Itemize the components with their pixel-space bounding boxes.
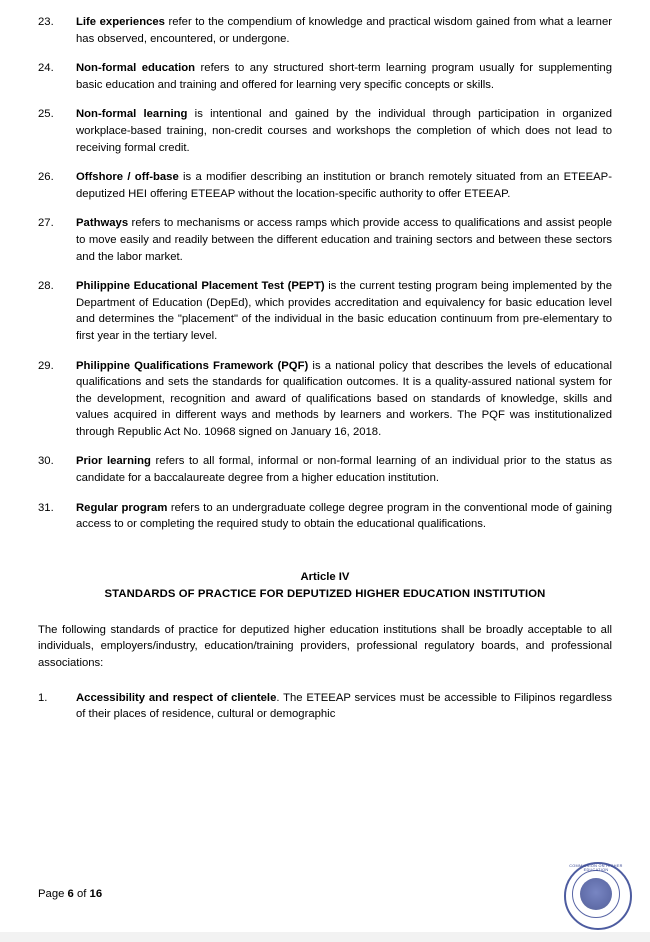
definitions-list bbox=[38, 0, 612, 533]
page-footer bbox=[38, 888, 102, 900]
list-item bbox=[38, 453, 612, 486]
defined-term: Philippine Educational Placement Test (PEPT) bbox=[76, 280, 325, 293]
list-item bbox=[38, 60, 612, 93]
definition-body: is a national policy that describes the levels of educational qualifications and sets the standards for qualification outcomes. It is a quality-assured national system for the development, recognition and award of qualifications based on standards of knowledge, skills and values acquired in different ways and methods by learners and workers. The PQF was institutionalized through Republic Act No. 10968 signed on January 16, 2018. bbox=[76, 359, 612, 438]
item-text bbox=[76, 690, 612, 723]
intro-paragraph: The following standards of practice for deputized higher education institutions shall be broadly acceptable to all individuals, employers/industry, education/training providers, professional regulatory boards, and professional associations: bbox=[38, 623, 612, 670]
item-number: 30. bbox=[38, 455, 54, 468]
list-item bbox=[38, 500, 612, 533]
item-number: 24. bbox=[38, 62, 54, 75]
item-number: 29. bbox=[38, 359, 54, 372]
defined-term: Non-formal education bbox=[76, 62, 196, 75]
defined-term: Philippine Qualifications Framework (PQF) bbox=[76, 359, 309, 372]
defined-term: Prior learning bbox=[76, 455, 151, 468]
definition-body: refers to mechanisms or access ramps which provide access to qualifications and assist people to move easily and readily between the different education and training sectors and between these sectors and the labor market. bbox=[76, 217, 612, 263]
item-text bbox=[76, 278, 612, 344]
article-heading bbox=[38, 569, 612, 603]
item-number: 26. bbox=[38, 171, 54, 184]
definition-body: refers to an undergraduate college degree program in the conventional mode of gaining access to or completing the required study to obtain the educational qualifications. bbox=[76, 501, 612, 531]
item-text bbox=[76, 453, 612, 486]
item-number: 27. bbox=[38, 217, 54, 230]
item-text bbox=[76, 60, 612, 93]
item-number: 1. bbox=[38, 691, 48, 704]
item-number: 23. bbox=[38, 16, 54, 28]
footer-total-pages: 16 bbox=[89, 888, 103, 900]
footer-middle: of bbox=[73, 888, 90, 900]
definition-body: refer to the compendium of knowledge and practical wisdom gained from what a learner has observed, encountered, or undergone. bbox=[76, 16, 612, 45]
defined-term: Non-formal learning bbox=[76, 108, 188, 121]
definition-body: refers to all formal, informal or non-formal learning of an individual prior to the status as candidate for a baccalaureate degree from a higher education institution. bbox=[76, 455, 612, 485]
item-text bbox=[76, 500, 612, 533]
defined-term: Life experiences bbox=[76, 16, 165, 28]
seal-core bbox=[580, 878, 612, 910]
ched-seal-icon bbox=[564, 862, 630, 928]
list-item bbox=[38, 106, 612, 156]
item-text bbox=[76, 169, 612, 202]
defined-term: Regular program bbox=[76, 501, 168, 514]
list-item bbox=[38, 215, 612, 265]
item-text bbox=[76, 215, 612, 265]
standard-body: . The ETEEAP services must be accessible to Filipinos regardless of their places of residence, cultural or demographic bbox=[76, 691, 613, 721]
item-number: 25. bbox=[38, 108, 54, 121]
definition-body: is intentional and gained by the individual through participation in organized workplace-based training, non-credit courses and workshops the completion of which does not lead to receiving formal credit. bbox=[76, 108, 612, 154]
article-label: Article IV bbox=[300, 570, 350, 583]
definition-body: is the current testing program being implemented by the Department of Education (DepEd), which provides accreditation and equivalency for basic education level and determines the "placement" of the individual in the basic education continuum from pre-elementary to first year in the tertiary level. bbox=[76, 280, 612, 342]
standard-term: Accessibility and respect of clientele bbox=[76, 691, 277, 704]
defined-term: Offshore / off-base bbox=[76, 171, 179, 184]
footer-page-number: 6 bbox=[67, 888, 74, 900]
list-item bbox=[38, 14, 612, 47]
item-text bbox=[76, 14, 612, 47]
item-text bbox=[76, 358, 612, 441]
list-item bbox=[38, 690, 612, 723]
definition-body: is a modifier describing an institution or branch remotely situated from an ETEEAP-deputized HEI offering ETEEAP without the location-specific authority to offer ETEEAP. bbox=[76, 171, 612, 200]
page-bottom-edge bbox=[0, 932, 650, 942]
footer-prefix: Page bbox=[38, 888, 68, 900]
list-item bbox=[38, 358, 612, 441]
definition-body: refers to any structured short-term learning program usually for supplementing basic education and training and offered for learning very specific concepts or skills. bbox=[76, 62, 612, 91]
defined-term: Pathways bbox=[76, 217, 129, 230]
list-item bbox=[38, 169, 612, 202]
item-number: 28. bbox=[38, 280, 54, 293]
article-title: STANDARDS OF PRACTICE FOR DEPUTIZED HIGHER EDUCATION INSTITUTION bbox=[104, 587, 546, 600]
item-number: 31. bbox=[38, 501, 54, 514]
item-text bbox=[76, 106, 612, 156]
list-item bbox=[38, 278, 612, 344]
seal-caption: COMMISSION ON HIGHER EDUCATION bbox=[569, 864, 623, 872]
